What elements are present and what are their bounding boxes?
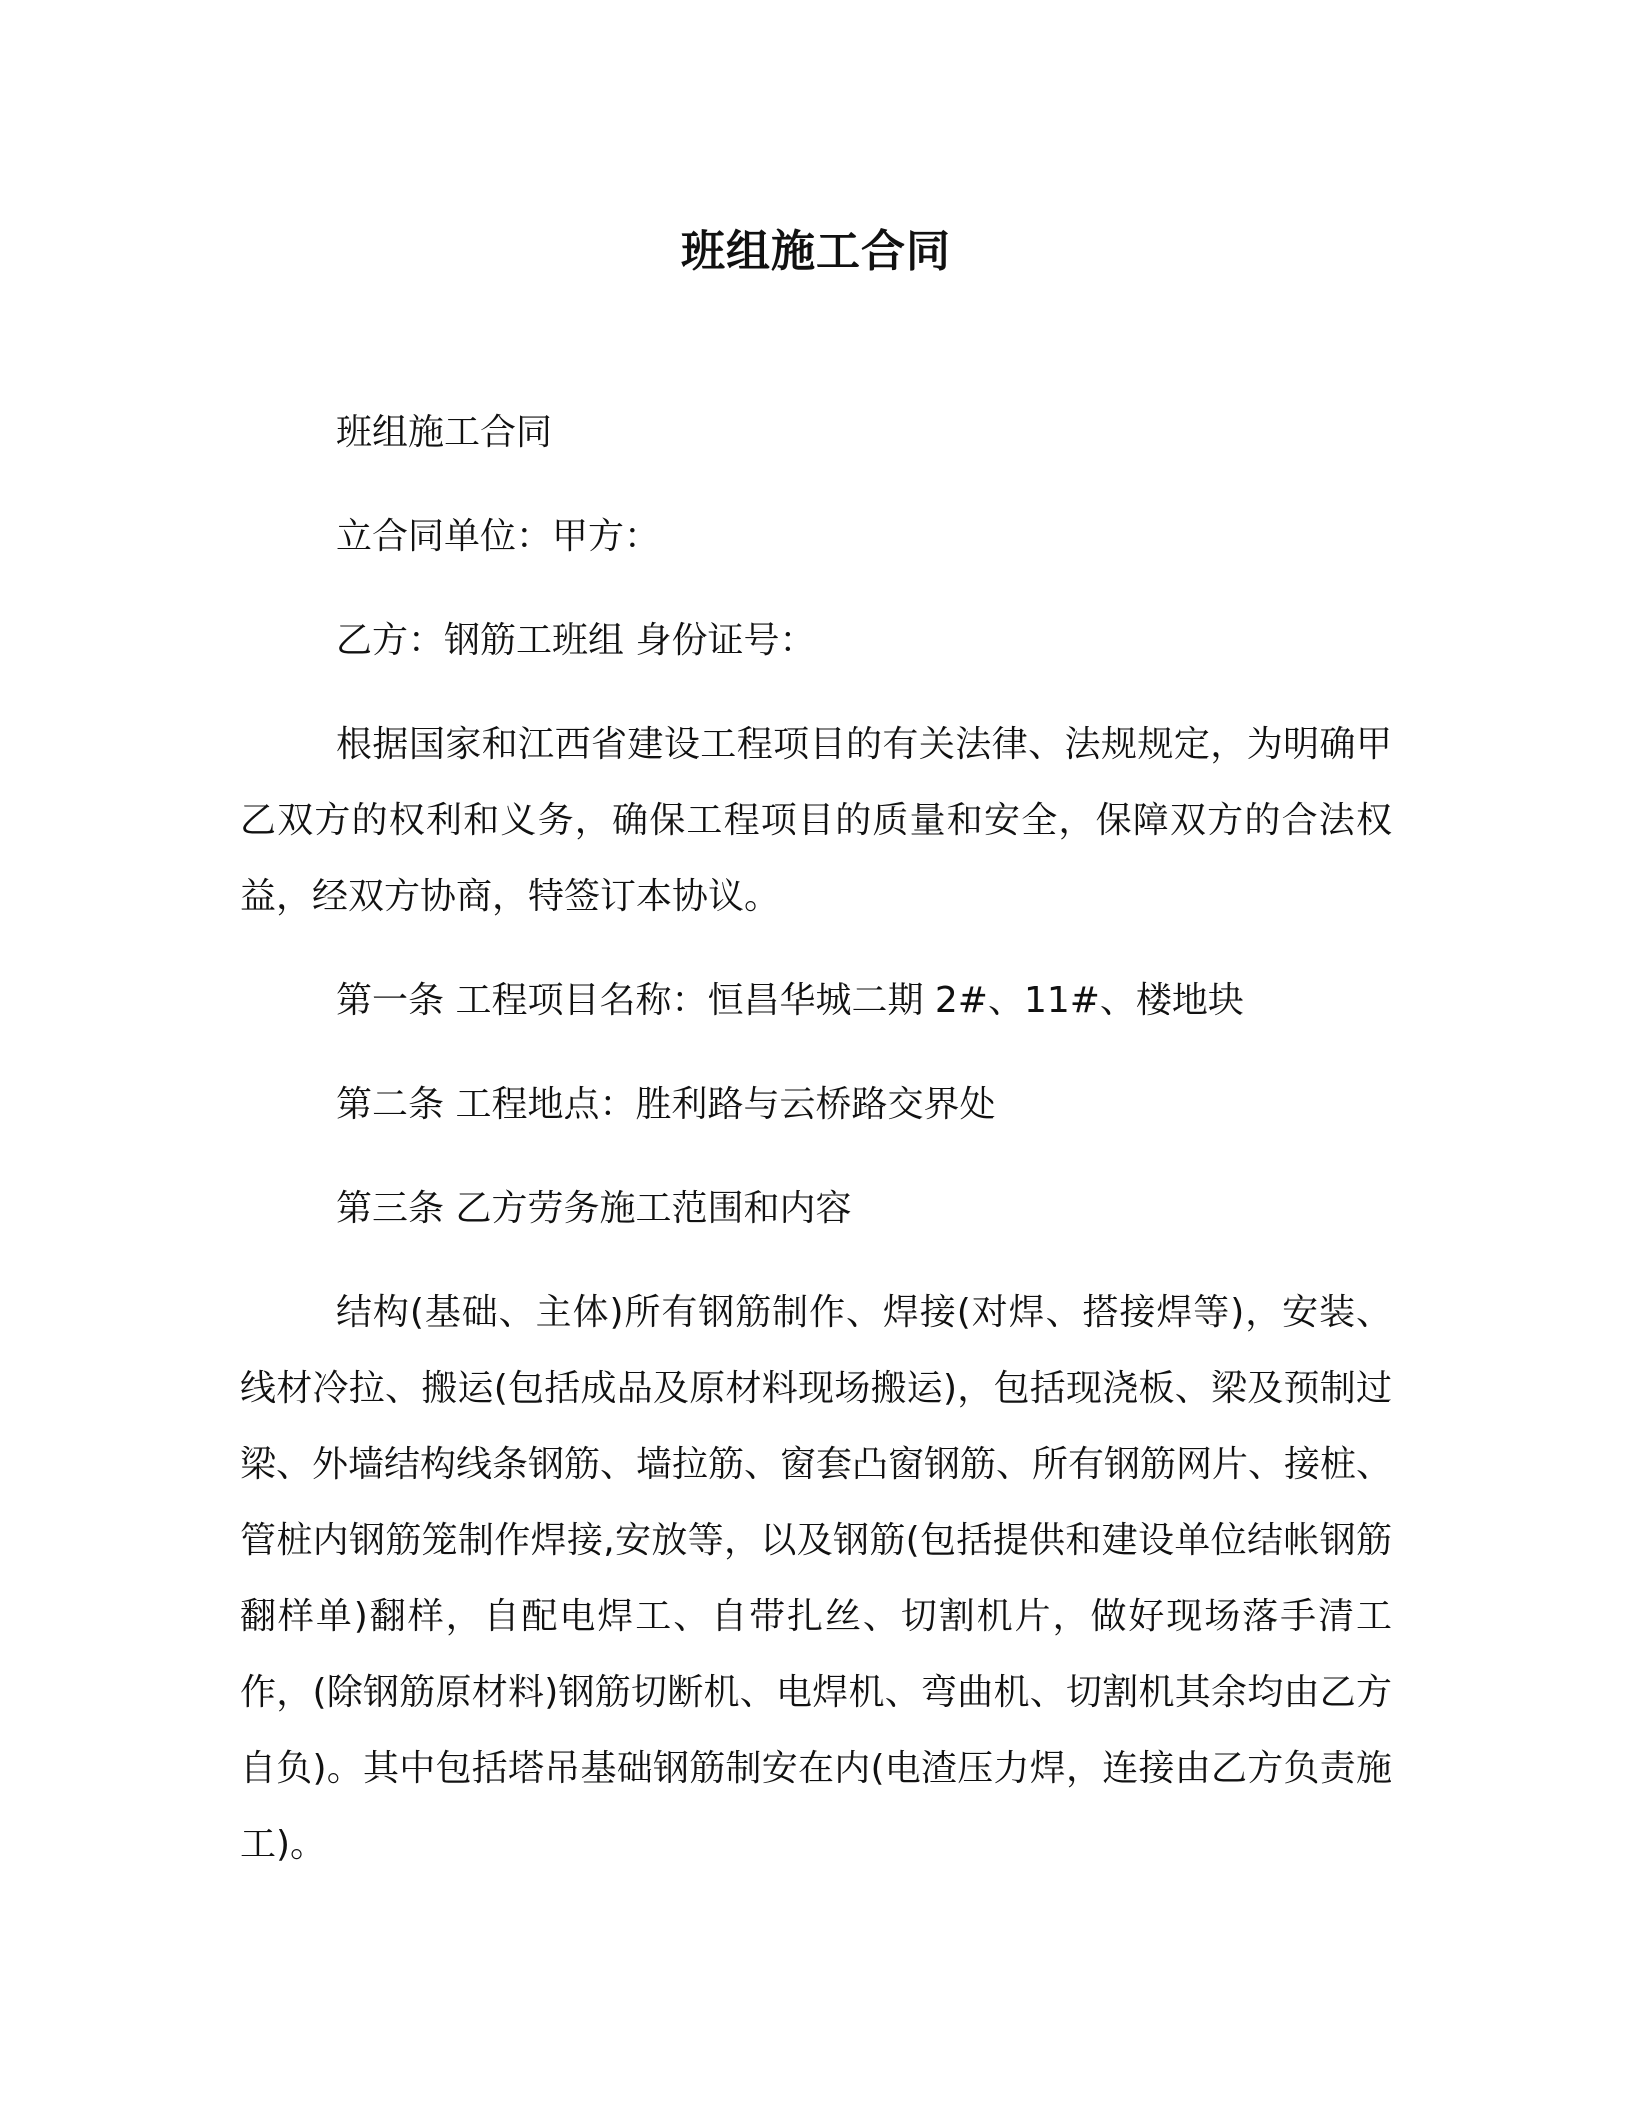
paragraph-article-1: 第一条 工程项目名称：恒昌华城二期 2#、11#、楼地块 — [336, 980, 1244, 1021]
paragraph-heading: 班组施工合同 — [336, 412, 553, 453]
paragraph-article-2: 第二条 工程地点：胜利路与云桥路交界处 — [336, 1084, 996, 1125]
document-body — [240, 395, 1392, 1911]
document-title: 班组施工合同 — [681, 226, 951, 277]
paragraph-party-b: 乙方：钢筋工班组 身份证号： — [336, 620, 816, 661]
paragraph-article-3: 第三条 乙方劳务施工范围和内容 — [336, 1188, 852, 1229]
paragraph-scope-of-work: 结构(基础、主体)所有钢筋制作、焊接(对焊、搭接焊等)，安装、线材冷拉、搬运(包括成品及原材料现场搬运)，包括现浇板、梁及预制过梁、外墙结构线条钢筋、墙拉筋、窗套凸窗钢筋、所有钢筋网片、接桩、管桩内钢筋笼制作焊接,安放等，以及钢筋(包括提供和建设单位结帐钢筋翻样单)翻样，自配电焊工、自带扎丝、切割机片，做好现场落手清工作，(除钢筋原材料)钢筋切断机、电焊机、弯曲机、切割机其余均由乙方自负)。其中包括塔吊基础钢筋制安在内(电渣压力焊，连接由乙方负责施工)。 — [240, 1292, 1393, 1865]
paragraph-contract-parties: 立合同单位：甲方： — [336, 516, 661, 557]
paragraph-preamble: 根据国家和江西省建设工程项目的有关法律、法规规定，为明确甲乙双方的权利和义务，确保工程项目的质量和安全，保障双方的合法权益，经双方协商，特签订本协议。 — [240, 724, 1392, 917]
